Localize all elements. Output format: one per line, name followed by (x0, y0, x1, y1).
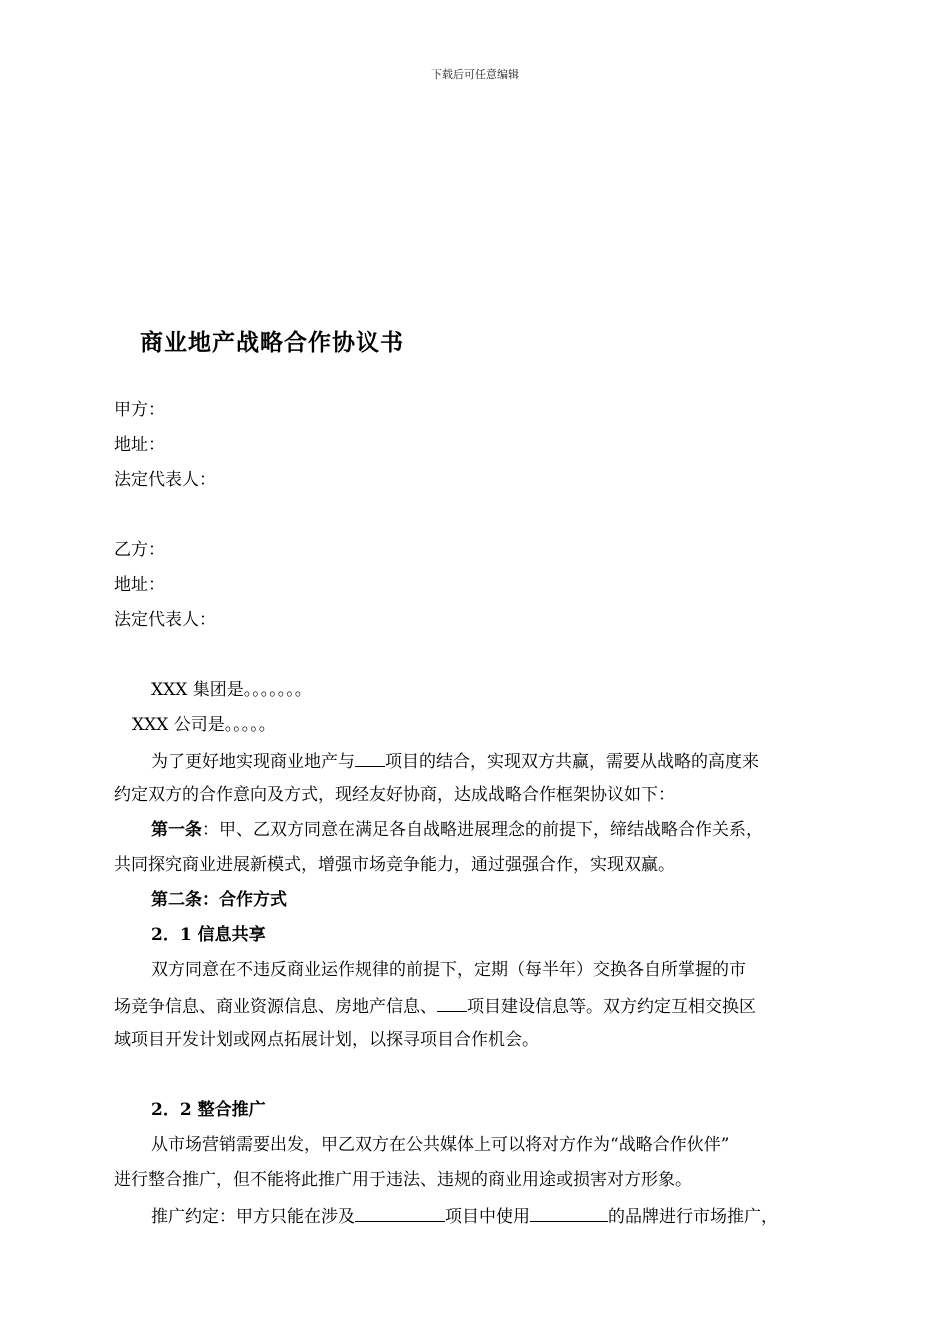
purpose-text-b: 项目的结合，实现双方共赢，需要从战略的高度来 (385, 752, 759, 772)
party-a-address: 地址： (114, 435, 165, 455)
article-1-line-2: 共同探究商业进展新模式，增强市场竞争能力，通过强强合作，实现双赢。 (114, 855, 675, 875)
project-blank (355, 1203, 445, 1222)
section-2-1-text-a: 场竞争信息、商业资源信息、房地产信息、 (114, 997, 437, 1017)
article-1-text: ：甲、乙双方同意在满足各自战略进展理念的前提下，缔结战略合作关系， (202, 820, 763, 840)
purpose-paragraph-line-1 (151, 748, 759, 774)
purpose-paragraph-line-2: 约定双方的合作意向及方式，现经友好协商，达成战略合作框架协议如下： (114, 785, 675, 805)
section-2-1-line-1: 双方同意在不违反商业运作规律的前提下，定期（每半年）交换各自所掌握的市 (151, 960, 746, 980)
header-note: 下载后可任意编辑 (431, 68, 519, 81)
article-2-heading: 第二条：合作方式 (151, 890, 287, 910)
section-2-2-line-3 (151, 1203, 778, 1229)
intro-group: XXX 集团是。。。。。。。 (151, 680, 312, 700)
section-2-1-line-3: 域项目开发计划或网点拓展计划，以探寻项目合作机会。 (114, 1030, 539, 1050)
section-2-1-line-2 (114, 993, 756, 1019)
party-b-legal-rep: 法定代表人： (114, 610, 216, 630)
section-2-1-text-b: 项目建设信息等。双方约定互相交换区 (467, 997, 756, 1017)
project-blank (355, 748, 385, 767)
promotion-text-c: 的品牌进行市场推广， (608, 1207, 778, 1227)
purpose-text-a: 为了更好地实现商业地产与 (151, 752, 355, 772)
promotion-text-b: 项目中使用 (445, 1207, 530, 1227)
section-2-2-heading: 2．2 整合推广 (151, 1100, 266, 1120)
section-2-1-heading: 2．1 信息共享 (151, 925, 266, 945)
party-a-label: 甲方： (114, 400, 165, 420)
party-a-legal-rep: 法定代表人： (114, 470, 216, 490)
project-blank (437, 993, 467, 1012)
section-2-2-line-2: 进行整合推广，但不能将此推广用于违法、违规的商业用途或损害对方形象。 (114, 1170, 692, 1190)
article-1-label: 第一条 (151, 820, 202, 840)
promotion-text-a: 推广约定：甲方只能在涉及 (151, 1207, 355, 1227)
intro-company: XXX 公司是。。。。。 (132, 715, 276, 735)
party-b-label: 乙方： (114, 540, 165, 560)
brand-blank (530, 1203, 608, 1222)
document-title: 商业地产战略合作协议书 (140, 329, 404, 356)
section-2-2-line-1: 从市场营销需要出发，甲乙双方在公共媒体上可以将对方作为“战略合作伙伴” (151, 1135, 730, 1155)
party-b-address: 地址： (114, 575, 165, 595)
article-1-line-1 (151, 818, 763, 842)
